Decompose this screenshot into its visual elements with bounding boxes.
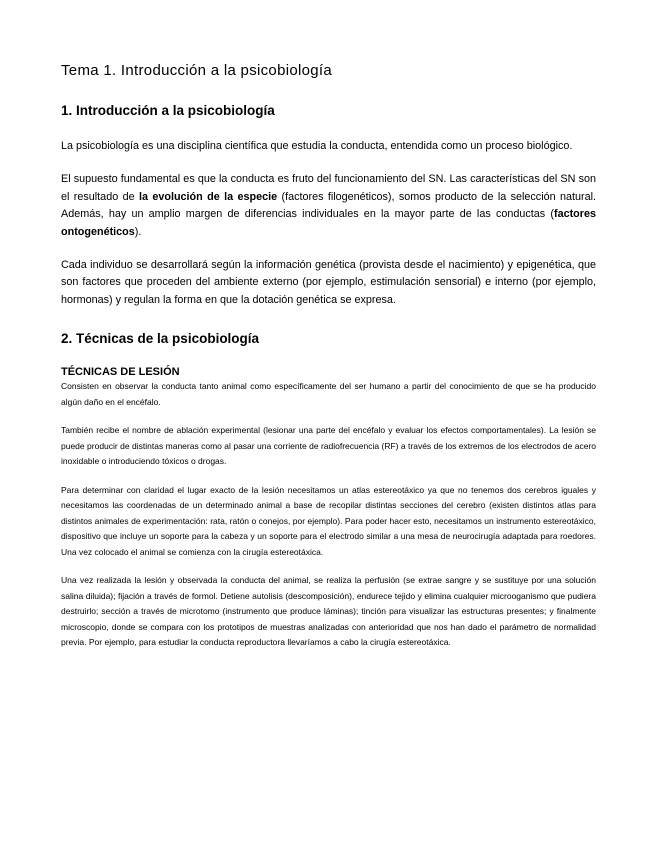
section-2-paragraph-2: También recibe el nombre de ablación experimental (lesionar una parte del encéfalo y evaluar los efectos comportamentales). La lesión se puede producir de distintas maneras como al pasar una corriente de radiofrecuencia (RF) a través de los extremos de los electrodos de acero inoxidable o introduciendo tóxicos o drogas.	[61, 425, 596, 467]
bold-phrase-ontogeneticos: factores ontogenéticos	[61, 208, 596, 238]
paragraph-text: ).	[134, 225, 142, 238]
section-1-paragraph-3: Cada individuo se desarrollará según la información genética (provista desde el nacimiento) y epigenética, que son factores que proceden del ambiente externo (por ejemplo, estimulación sensorial) e interno (por ejemplo, hormonas) y regulan la forma en que la dotación genética se expresa.	[61, 259, 596, 306]
section-2-paragraph-3: Para determinar con claridad el lugar exacto de la lesión necesitamos un atlas estereotáxico ya que no tenemos dos cerebros iguales y necesitamos las coordenadas de un determinado animal a base de recopilar distintas secciones del cerebro (existen distintos atlas para distintos animales de experimentación: rata, ratón o conejos, por ejemplo). Para poder hacer esto, necesitamos un instrumento estereotáxico, dispositivo que incluye un soporte para la cabeza y un soporte para el electrodo similar a una mesa de neurocirugía adaptada para roedores. Una vez colocado el animal se comienza con la cirugía estereotáxica.	[61, 484, 596, 557]
section-1-paragraph-2	[61, 171, 596, 241]
section-2-paragraph-4: Una vez realizada la lesión y observada la conducta del animal, se realiza la perfusión (se extrae sangre y se sustituye por una solución salina diluida); fijación a través de formol. Detiene autolisis (descomposición), endurece tejido y elimina cualquier microoganismo que pudiera destruirlo; sección a través de microtomo (instrumento que produce láminas); tinción para visualizar las estructuras presentes; y finalmente microscopio, donde se compara con los prototipos de muestras analizadas con anterioridad que nos han dado el parámetro de normalidad previa. Por ejemplo, para estudiar la conducta reproductora llevaríamos a cabo la cirugía estereotáxica.	[61, 575, 596, 648]
section-2-paragraph-1: Consisten en observar la conducta tanto animal como específicamente del ser humano a partir del conocimiento de que se ha producido algún daño en el encéfalo.	[61, 381, 596, 407]
document-body	[61, 62, 596, 664]
bold-phrase-evolucion: la evolución de la especie	[138, 190, 278, 203]
document-title: Tema 1. Introducción a la psicobiología	[61, 62, 333, 79]
paragraph-text: (factores filogenéticos), somos producto de la selección natural. Además, hay un amplio margen de diferencias individuales en la mayor parte de las conductas (	[61, 190, 597, 221]
section-1-heading: 1. Introducción a la psicobiología	[61, 103, 275, 118]
section-2-heading: 2. Técnicas de la psicobiología	[61, 331, 260, 347]
paragraph-text: El supuesto fundamental es que la conducta es fruto del funcionamiento del SN. Las características del SN son el resultado de	[61, 173, 596, 203]
subsection-heading-lesion: TÉCNICAS DE LESIÓN	[61, 366, 180, 379]
section-1-paragraph-1: La psicobiología es una disciplina científica que estudia la conducta, entendida como un proceso biológico.	[61, 140, 573, 152]
